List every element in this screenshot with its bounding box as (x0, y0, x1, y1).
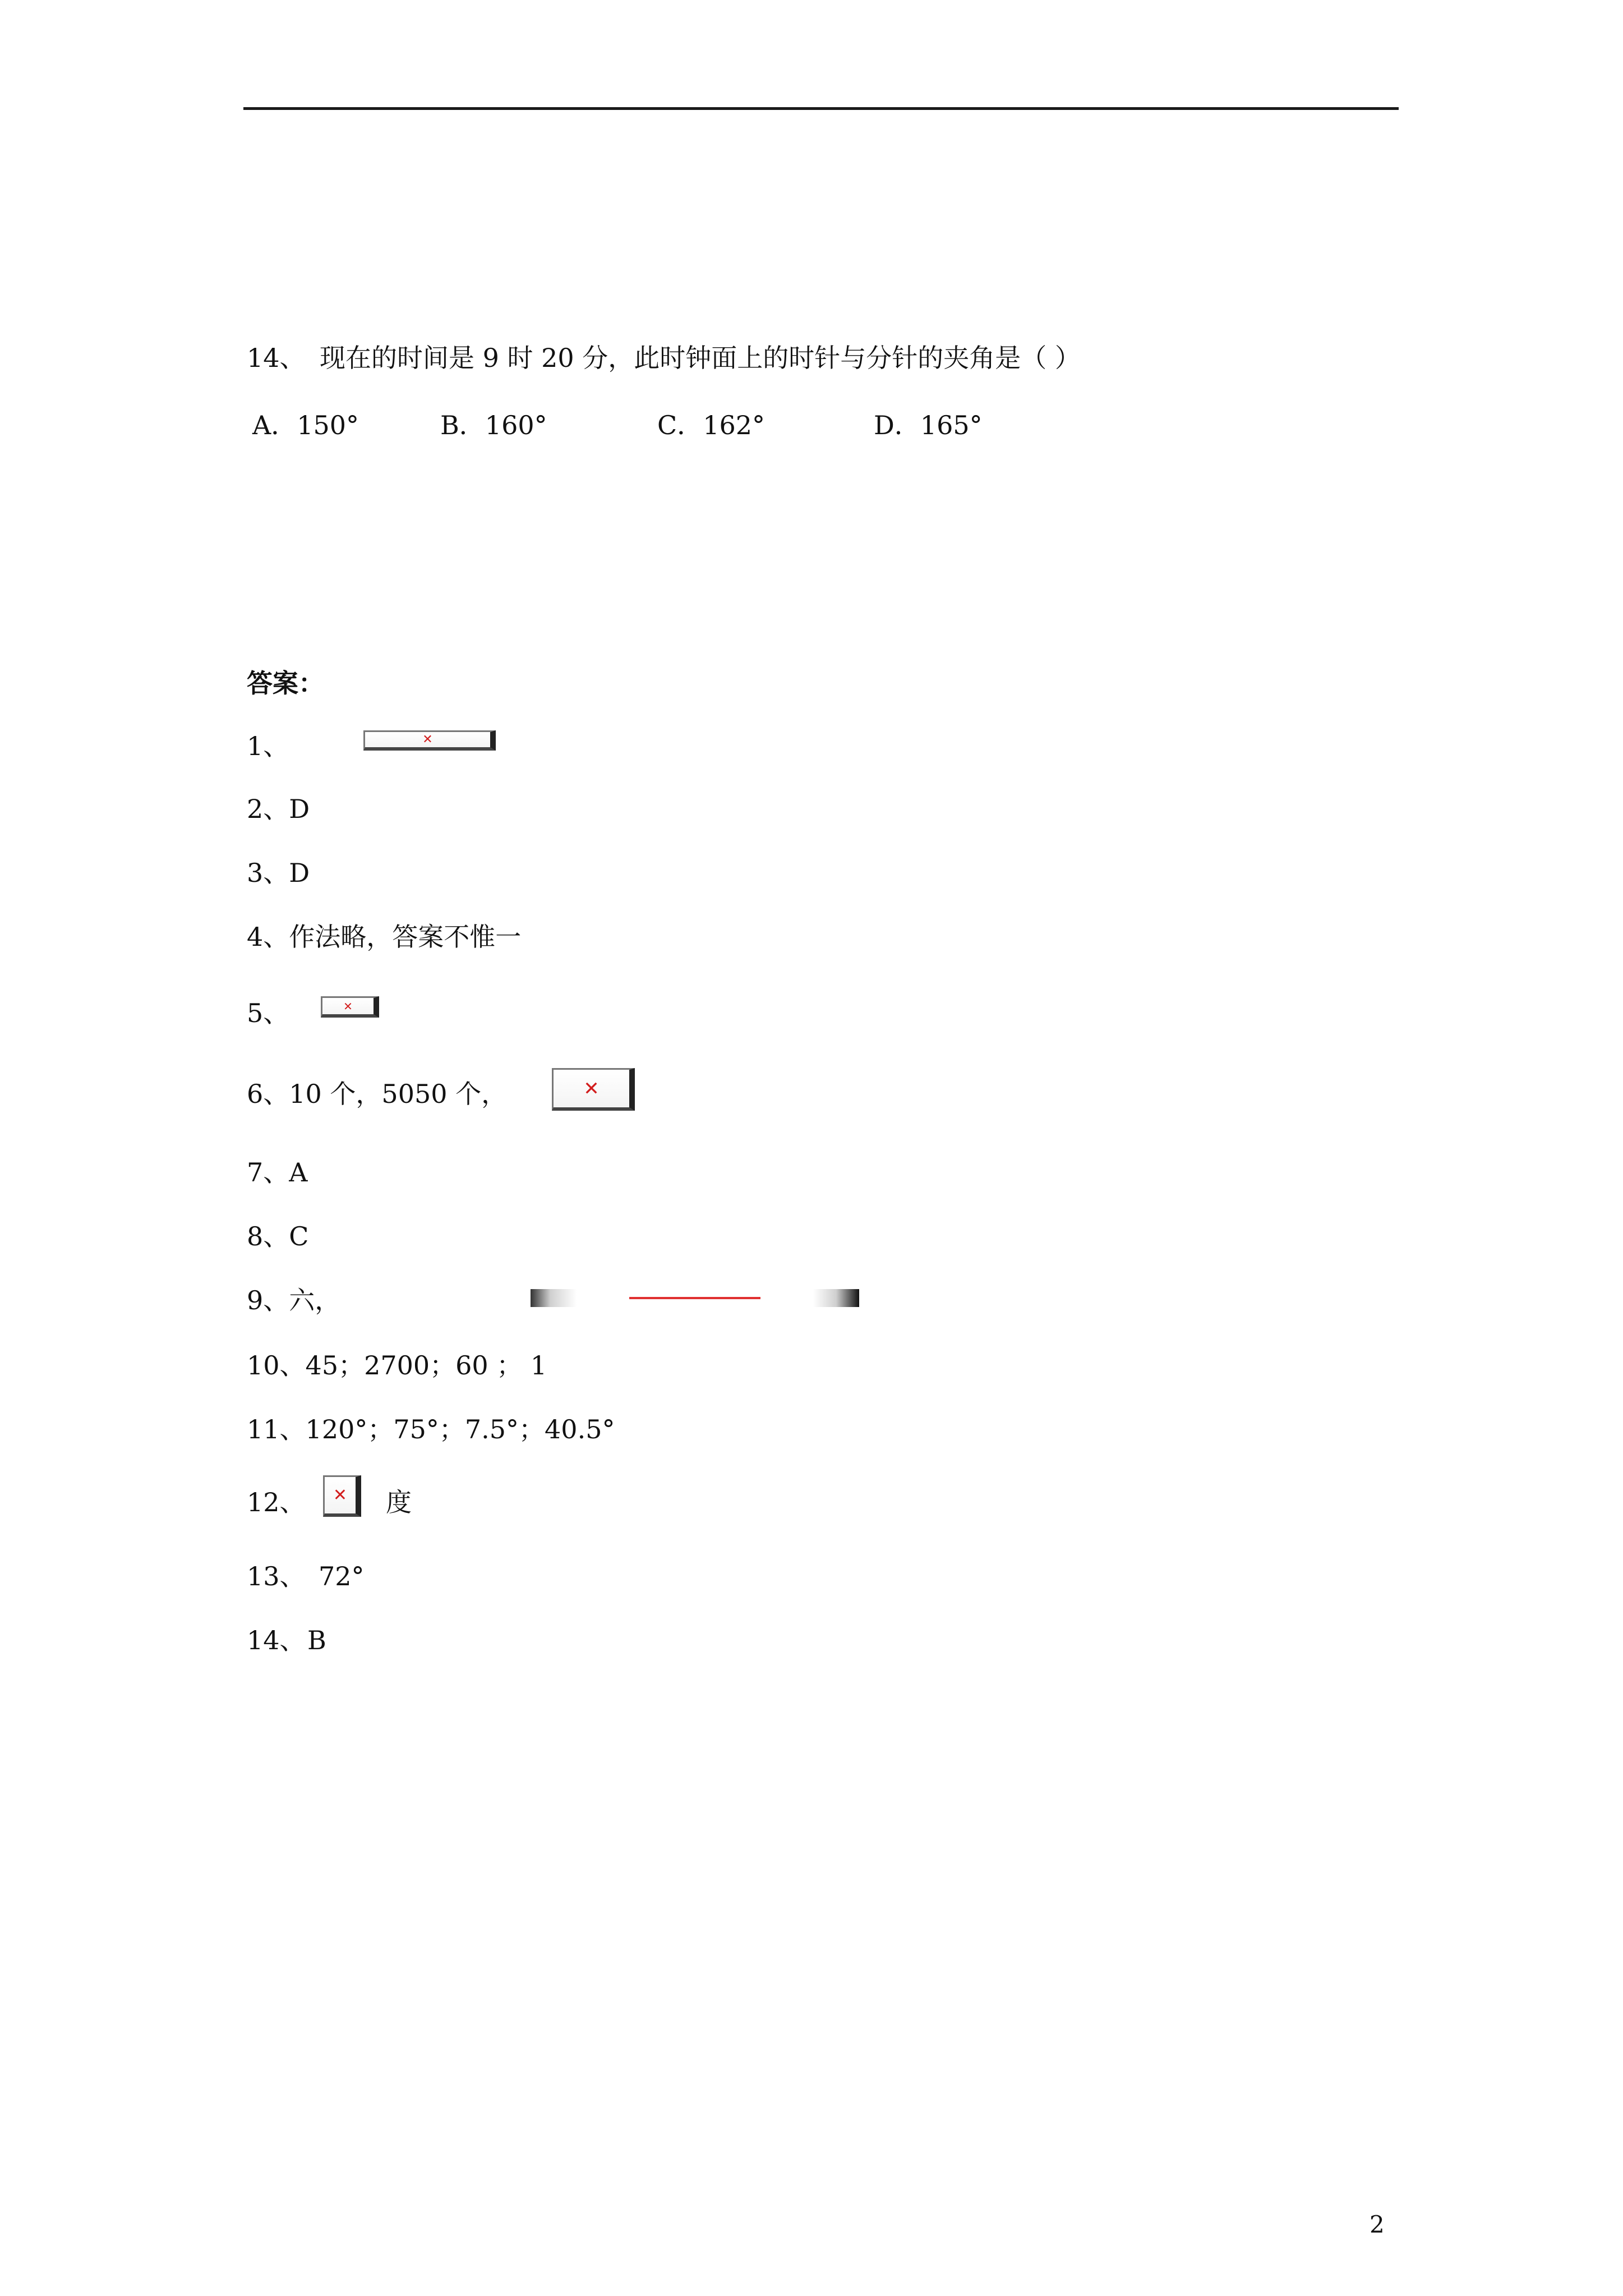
choice-b: B．160° (440, 410, 547, 440)
answer-number: 12、 (247, 1487, 306, 1517)
answer-number: 9、 (247, 1285, 289, 1315)
answer-text: 72° (319, 1561, 365, 1591)
question-text: 现在的时间是 9 时 20 分，此时钟面上的时针与分针的夹角是（ ） (320, 343, 1081, 373)
answer-number: 8、 (247, 1221, 289, 1251)
answer-number: 6、 (247, 1079, 289, 1109)
question-number: 14、 (247, 343, 306, 373)
answer-number: 1、 (247, 731, 289, 761)
broken-image-icon: ✕ (321, 996, 379, 1018)
answer-14 (247, 1623, 326, 1657)
question-14 (247, 341, 1081, 375)
answer-text: 10 个，5050 个， (289, 1079, 508, 1109)
answer-11 (247, 1412, 615, 1446)
answer-10 (247, 1349, 547, 1382)
answer-5 (247, 996, 289, 1030)
answer-number: 10、 (247, 1350, 306, 1381)
page-number: 2 (1370, 2211, 1385, 2238)
answer-2 (247, 792, 310, 826)
choice-d: D．165° (874, 410, 983, 440)
answer-7 (247, 1156, 308, 1189)
answer-6 (247, 1077, 507, 1111)
answer-13 (247, 1559, 365, 1593)
answer-text: 六， (289, 1285, 341, 1315)
answer-text: C (289, 1221, 309, 1251)
answer-number: 7、 (247, 1157, 289, 1188)
answer-text: 120°；75°；7.5°；40.5° (305, 1414, 615, 1444)
answer-number: 3、 (247, 858, 289, 888)
broken-image-icon: ✕ (552, 1068, 635, 1111)
broken-image-icon: ✕ (363, 730, 496, 751)
answer-text: D (289, 858, 310, 888)
choice-a: A．150° (252, 410, 359, 440)
answer-4 (247, 920, 521, 954)
answer-number: 11、 (247, 1414, 306, 1444)
red-x-mark (629, 1297, 760, 1299)
header-rule (243, 107, 1399, 110)
broken-image-icon: ✕ (323, 1475, 361, 1517)
answer-number: 4、 (247, 922, 289, 952)
answer-8 (247, 1220, 308, 1253)
answer-number: 13、 (247, 1561, 306, 1591)
answer-text: B (307, 1625, 326, 1655)
answer-text: 度 (386, 1487, 412, 1517)
answer-text: 45；2700；60 ； 1 (305, 1350, 547, 1381)
answer-text: D (289, 794, 310, 824)
answers-title: 答案： (247, 668, 324, 698)
answer-text: A (289, 1157, 308, 1188)
answer-9 (247, 1283, 340, 1317)
choice-c: C．162° (657, 410, 765, 440)
answer-1 (247, 729, 289, 763)
answer-text: 作法略，答案不惟一 (289, 922, 522, 952)
answer-3 (247, 856, 310, 890)
answer-number: 14、 (247, 1625, 306, 1655)
answer-number: 2、 (247, 794, 289, 824)
answer-number: 5、 (247, 998, 289, 1028)
broken-image-icon (531, 1289, 859, 1307)
